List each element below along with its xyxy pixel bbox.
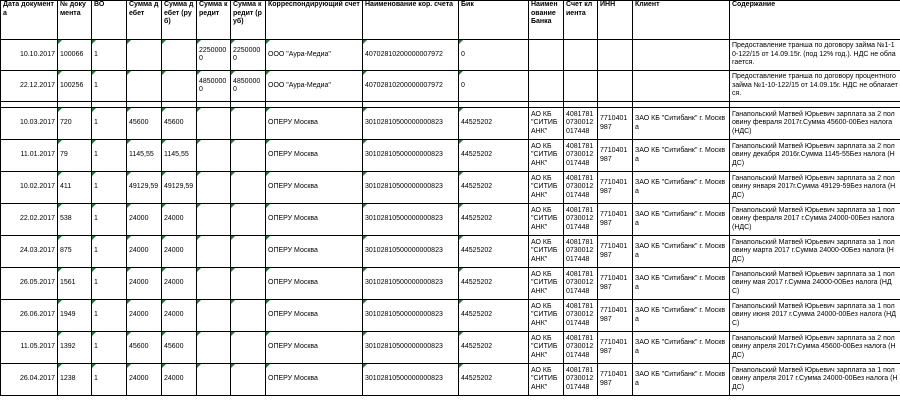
corr-account-cell[interactable]: ОПЕРУ Москва [266, 236, 363, 268]
client-account-cell[interactable] [564, 40, 598, 71]
debit-cell[interactable]: 24000 [127, 300, 162, 332]
table-row [1, 268, 900, 300]
bik-cell[interactable]: 44525202 [459, 364, 529, 396]
bank-name-cell[interactable]: АО КБ "СИТИБАНК" [529, 332, 564, 364]
description-cell[interactable]: Ганапольский Матвей Юрьевич зарплата за 2 половину декабря 2016г.Сумма 1145-55Без налога (НДС) [730, 140, 900, 172]
corr-name-cell[interactable]: 30102810500000000823 [363, 332, 459, 364]
description-cell[interactable]: Ганапольский Матвей Юрьевич зарплата за 1 половину июня 2017 г.Сумма 24000-00Без налога (НДС) [730, 300, 900, 332]
corr-account-cell[interactable]: ООО "Аура-Медиа" [266, 40, 363, 71]
client-cell[interactable] [633, 40, 730, 71]
bank-name-cell[interactable]: АО КБ "СИТИБАНК" [529, 172, 564, 204]
client-account-cell[interactable]: 40817810730012017448 [564, 140, 598, 172]
vo-cell[interactable]: 1 [92, 172, 127, 204]
inn-cell[interactable]: 7710401987 [598, 204, 633, 236]
inn-cell[interactable]: 7710401987 [598, 364, 633, 396]
credit-rub-cell[interactable]: 48500000 [231, 71, 266, 102]
table-row [1, 71, 900, 102]
table-row [1, 172, 900, 204]
credit-cell[interactable]: 22500000 [197, 40, 231, 71]
client-account-cell[interactable]: 40817810730012017448 [564, 236, 598, 268]
bank-name-cell[interactable]: АО КБ "СИТИБАНК" [529, 236, 564, 268]
credit-cell[interactable] [197, 172, 231, 204]
client-account-cell[interactable]: 40817810730012017448 [564, 108, 598, 140]
header-cell[interactable]: Корреспондирующий счет [266, 1, 363, 40]
credit-cell[interactable] [197, 268, 231, 300]
debit-rub-cell[interactable]: 24000 [162, 204, 197, 236]
header-cell[interactable]: Сумма дебет (руб) [162, 1, 197, 40]
credit-cell[interactable] [197, 300, 231, 332]
vo-cell[interactable]: 1 [92, 108, 127, 140]
doc-number-cell[interactable]: 79 [58, 140, 92, 172]
credit-rub-cell[interactable] [231, 108, 266, 140]
credit-cell[interactable] [197, 236, 231, 268]
credit-cell[interactable] [197, 140, 231, 172]
vo-cell[interactable]: 1 [92, 204, 127, 236]
bik-cell[interactable]: 44525202 [459, 236, 529, 268]
vo-cell[interactable]: 1 [92, 300, 127, 332]
doc-number-cell[interactable]: 411 [58, 172, 92, 204]
bik-cell[interactable]: 44525202 [459, 140, 529, 172]
client-cell[interactable]: ЗАО КБ "Ситибанк" г. Москва [633, 140, 730, 172]
description-cell[interactable]: Ганапольский Матвей Юрьевич зарплата за 2 половину апреля 2017г.Сумма 45600-00Без налога (НДС) [730, 332, 900, 364]
header-cell[interactable]: Счет клиента [564, 1, 598, 40]
bik-cell[interactable]: 44525202 [459, 300, 529, 332]
client-cell[interactable]: ЗАО КБ "Ситибанк" г. Москва [633, 364, 730, 396]
header-cell[interactable]: Бик [459, 1, 529, 40]
credit-rub-cell[interactable] [231, 268, 266, 300]
doc-number-cell[interactable]: 1238 [58, 364, 92, 396]
corr-account-cell[interactable]: ОПЕРУ Москва [266, 108, 363, 140]
client-account-cell[interactable]: 40817810730012017448 [564, 332, 598, 364]
bik-cell[interactable]: 44525202 [459, 268, 529, 300]
description-cell[interactable]: Ганапольский Матвей Юрьевич зарплата за 2 половину февраля 2017г.Сумма 45600-00Без налога (НДС) [730, 108, 900, 140]
bik-cell[interactable]: 0 [459, 71, 529, 102]
debit-cell[interactable]: 24000 [127, 364, 162, 396]
header-cell[interactable]: Клиент [633, 1, 730, 40]
client-account-cell[interactable]: 40817810730012017448 [564, 268, 598, 300]
bank-name-cell[interactable]: АО КБ "СИТИБАНК" [529, 140, 564, 172]
inn-cell[interactable]: 7710401987 [598, 268, 633, 300]
date-cell[interactable]: 11.05.2017 [1, 332, 58, 364]
client-account-cell[interactable]: 40817810730012017448 [564, 172, 598, 204]
bik-cell[interactable]: 44525202 [459, 204, 529, 236]
header-cell[interactable]: ИНН [598, 1, 633, 40]
bik-cell[interactable]: 44525202 [459, 108, 529, 140]
date-cell[interactable]: 26.06.2017 [1, 300, 58, 332]
date-cell[interactable]: 11.01.2017 [1, 140, 58, 172]
credit-cell[interactable] [197, 108, 231, 140]
debit-cell[interactable]: 1145,55 [127, 140, 162, 172]
client-cell[interactable] [633, 71, 730, 102]
client-account-cell[interactable] [564, 71, 598, 102]
header-cell[interactable]: Наименование Банка [529, 1, 564, 40]
corr-account-cell[interactable]: ОПЕРУ Москва [266, 332, 363, 364]
header-row [1, 1, 900, 40]
bik-cell[interactable]: 44525202 [459, 332, 529, 364]
header-cell[interactable]: Наименование кор. счета [363, 1, 459, 40]
credit-rub-cell[interactable]: 22500000 [231, 40, 266, 71]
inn-cell[interactable] [598, 71, 633, 102]
bank-name-cell[interactable]: АО КБ "СИТИБАНК" [529, 364, 564, 396]
corr-name-cell[interactable]: 30102810500000000823 [363, 300, 459, 332]
date-cell[interactable]: 10.02.2017 [1, 172, 58, 204]
debit-cell[interactable]: 49129,59 [127, 172, 162, 204]
bank-name-cell[interactable]: АО КБ "СИТИБАНК" [529, 108, 564, 140]
corr-name-cell[interactable]: 40702810200000007972 [363, 40, 459, 71]
table-row [1, 332, 900, 364]
debit-cell[interactable]: 24000 [127, 268, 162, 300]
debit-rub-cell[interactable]: 1145,55 [162, 140, 197, 172]
vo-cell[interactable]: 1 [92, 236, 127, 268]
date-cell[interactable]: 26.04.2017 [1, 364, 58, 396]
inn-cell[interactable]: 7710401987 [598, 140, 633, 172]
table-row [1, 364, 900, 396]
description-cell[interactable]: Ганапольский Матвей Юрьевич зарплата за 1 половину марта 2017 г.Сумма 24000-00Без налога (НДС) [730, 236, 900, 268]
debit-rub-cell[interactable]: 24000 [162, 236, 197, 268]
inn-cell[interactable]: 7710401987 [598, 332, 633, 364]
inn-cell[interactable]: 7710401987 [598, 108, 633, 140]
credit-rub-cell[interactable] [231, 172, 266, 204]
table-row [1, 140, 900, 172]
doc-number-cell[interactable]: 720 [58, 108, 92, 140]
debit-cell[interactable] [127, 71, 162, 102]
description-cell[interactable]: Ганапольский Матвей Юрьевич зарплата за 1 половину февраля 2017 г.Сумма 24000-00Без налога (НДС) [730, 204, 900, 236]
credit-rub-cell[interactable] [231, 364, 266, 396]
corr-account-cell[interactable]: ОПЕРУ Москва [266, 364, 363, 396]
date-cell[interactable]: 10.03.2017 [1, 108, 58, 140]
debit-rub-cell[interactable]: 24000 [162, 364, 197, 396]
date-cell[interactable]: 22.02.2017 [1, 204, 58, 236]
client-cell[interactable]: ЗАО КБ "Ситибанк" г. Москва [633, 236, 730, 268]
date-cell[interactable]: 26.05.2017 [1, 268, 58, 300]
bank-name-cell[interactable] [529, 40, 564, 71]
client-account-cell[interactable]: 40817810730012017448 [564, 204, 598, 236]
vo-cell[interactable]: 1 [92, 332, 127, 364]
table-row [1, 40, 900, 71]
doc-number-cell[interactable]: 1392 [58, 332, 92, 364]
bank-name-cell[interactable]: АО КБ "СИТИБАНК" [529, 268, 564, 300]
credit-rub-cell[interactable] [231, 236, 266, 268]
credit-cell[interactable] [197, 332, 231, 364]
table-row [1, 236, 900, 268]
corr-account-cell[interactable]: ООО "Аура-Медиа" [266, 71, 363, 102]
header-cell[interactable]: № документа [58, 1, 92, 40]
corr-account-cell[interactable]: ОПЕРУ Москва [266, 204, 363, 236]
doc-number-cell[interactable]: 1561 [58, 268, 92, 300]
description-cell[interactable]: Предоставление транша по договору займа №1-10-122/15 от 14.09.15г. (под 12% год.). НДС не облагается. [730, 40, 900, 71]
credit-cell[interactable] [197, 204, 231, 236]
vo-cell[interactable]: 1 [92, 268, 127, 300]
doc-number-cell[interactable]: 1949 [58, 300, 92, 332]
description-cell[interactable]: Ганапольский Матвей Юрьевич зарплата за 1 половину апреля 2017 г.Сумма 24000-00Без налога (НДС) [730, 364, 900, 396]
vo-cell[interactable]: 1 [92, 364, 127, 396]
debit-rub-cell[interactable]: 49129,59 [162, 172, 197, 204]
credit-rub-cell[interactable] [231, 300, 266, 332]
vo-cell[interactable]: 1 [92, 40, 127, 71]
header-cell[interactable]: Сумма кредит [197, 1, 231, 40]
inn-cell[interactable]: 7710401987 [598, 172, 633, 204]
inn-cell[interactable]: 7710401987 [598, 300, 633, 332]
bank-name-cell[interactable] [529, 71, 564, 102]
client-cell[interactable]: ЗАО КБ "Ситибанк" г. Москва [633, 300, 730, 332]
table-row [1, 300, 900, 332]
debit-rub-cell[interactable]: 24000 [162, 300, 197, 332]
corr-account-cell[interactable]: ОПЕРУ Москва [266, 172, 363, 204]
corr-name-cell[interactable]: 30102810500000000823 [363, 204, 459, 236]
corr-account-cell[interactable]: ОПЕРУ Москва [266, 268, 363, 300]
corr-name-cell[interactable]: 30102810500000000823 [363, 364, 459, 396]
doc-number-cell[interactable]: 538 [58, 204, 92, 236]
date-cell[interactable]: 10.10.2017 [1, 40, 58, 71]
debit-cell[interactable] [127, 40, 162, 71]
date-cell[interactable]: 24.03.2017 [1, 236, 58, 268]
date-cell[interactable]: 22.12.2017 [1, 71, 58, 102]
inn-cell[interactable]: 7710401987 [598, 236, 633, 268]
corr-name-cell[interactable]: 30102810500000000823 [363, 268, 459, 300]
doc-number-cell[interactable]: 100256 [58, 71, 92, 102]
corr-name-cell[interactable]: 30102810500000000823 [363, 172, 459, 204]
credit-rub-cell[interactable] [231, 140, 266, 172]
corr-account-cell[interactable]: ОПЕРУ Москва [266, 300, 363, 332]
corr-account-cell[interactable]: ОПЕРУ Москва [266, 140, 363, 172]
debit-rub-cell[interactable] [162, 40, 197, 71]
header-cell[interactable]: ВО [92, 1, 127, 40]
debit-cell[interactable]: 24000 [127, 204, 162, 236]
client-cell[interactable]: ЗАО КБ "Ситибанк" г. Москва [633, 172, 730, 204]
doc-number-cell[interactable]: 100066 [58, 40, 92, 71]
debit-cell[interactable]: 45600 [127, 108, 162, 140]
bank-name-cell[interactable]: АО КБ "СИТИБАНК" [529, 300, 564, 332]
credit-cell[interactable] [197, 364, 231, 396]
description-cell[interactable]: Ганапольский Матвей Юрьевич зарплата за 2 половину января 2017г.Сумма 49129-59Без налога (НДС) [730, 172, 900, 204]
doc-number-cell[interactable]: 875 [58, 236, 92, 268]
client-cell[interactable]: ЗАО КБ "Ситибанк" г. Москва [633, 268, 730, 300]
client-account-cell[interactable]: 40817810730012017448 [564, 300, 598, 332]
corr-name-cell[interactable]: 40702810200000007972 [363, 71, 459, 102]
vo-cell[interactable]: 1 [92, 71, 127, 102]
description-cell[interactable]: Предоставление транша по договору процентного займа №1-10-122/15 от 14.09.15г. НДС не облагается. [730, 71, 900, 102]
debit-cell[interactable]: 24000 [127, 236, 162, 268]
client-cell[interactable]: ЗАО КБ "Ситибанк" г. Москва [633, 332, 730, 364]
debit-cell[interactable]: 45600 [127, 332, 162, 364]
debit-rub-cell[interactable]: 24000 [162, 268, 197, 300]
client-account-cell[interactable]: 40817810730012017448 [564, 364, 598, 396]
debit-rub-cell[interactable]: 45600 [162, 108, 197, 140]
bik-cell[interactable]: 44525202 [459, 172, 529, 204]
header-cell[interactable]: Содержание [730, 1, 900, 40]
bank-name-cell[interactable]: АО КБ "СИТИБАНК" [529, 204, 564, 236]
description-cell[interactable]: Ганапольский Матвей Юрьевич зарплата за 1 половину мая 2017 г.Сумма 24000-00Без налога (НДС) [730, 268, 900, 300]
header-cell[interactable]: Сумма кредит (руб) [231, 1, 266, 40]
vo-cell[interactable]: 1 [92, 140, 127, 172]
bik-cell[interactable]: 0 [459, 40, 529, 71]
credit-rub-cell[interactable] [231, 204, 266, 236]
table-row [1, 108, 900, 140]
inn-cell[interactable] [598, 40, 633, 71]
credit-rub-cell[interactable] [231, 332, 266, 364]
client-cell[interactable]: ЗАО КБ "Ситибанк" г. Москва [633, 108, 730, 140]
table-row [1, 204, 900, 236]
corr-name-cell[interactable]: 30102810500000000823 [363, 236, 459, 268]
debit-rub-cell[interactable] [162, 71, 197, 102]
debit-rub-cell[interactable]: 45600 [162, 332, 197, 364]
header-cell[interactable]: Дата документа [1, 1, 58, 40]
client-cell[interactable]: ЗАО КБ "Ситибанк" г. Москва [633, 204, 730, 236]
corr-name-cell[interactable]: 30102810500000000823 [363, 108, 459, 140]
header-cell[interactable]: Сумма дебет [127, 1, 162, 40]
corr-name-cell[interactable]: 30102810500000000823 [363, 140, 459, 172]
credit-cell[interactable]: 48500000 [197, 71, 231, 102]
